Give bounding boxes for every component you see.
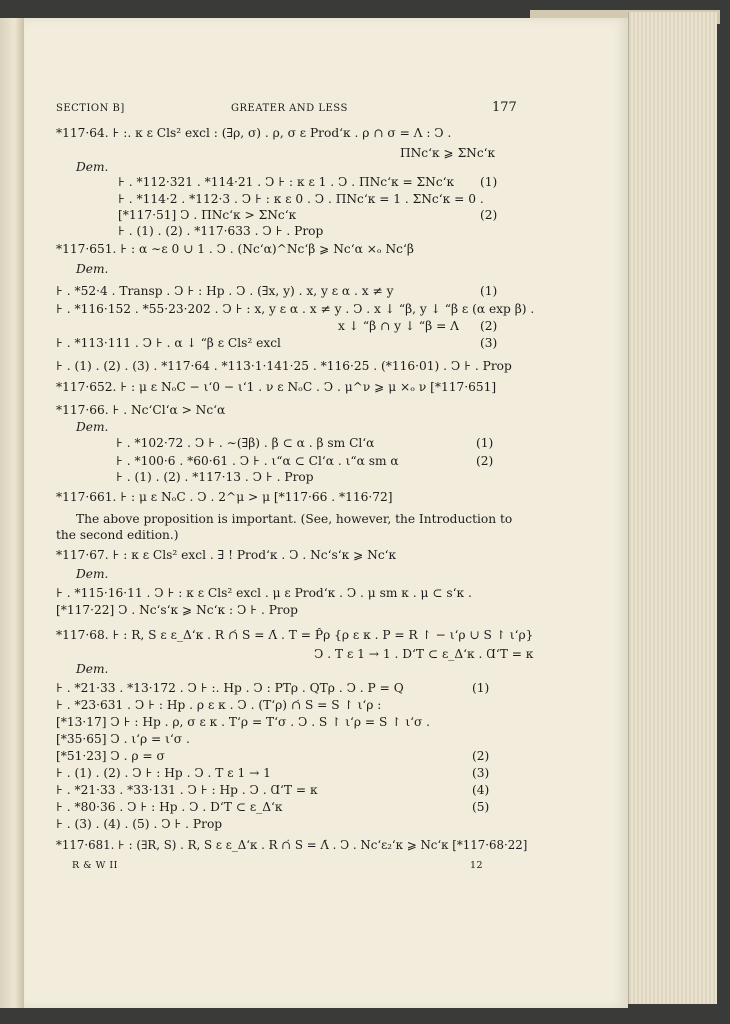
proof-line: [*13·17] Ↄ ⊦ : Hp . ρ, σ ε κ . T‘ρ = T‘σ . Ↄ . S ↾ ι‘ρ = S ↾ ι‘σ .: [56, 715, 431, 729]
step-number: (2): [476, 454, 494, 468]
facing-page-edge: [0, 18, 24, 1008]
proof-line: ⊦ . (1) . (2) . *117·13 . Ↄ ⊦ . Prop: [116, 470, 314, 484]
dem-label: Dem.: [76, 567, 109, 581]
proposition-117-651: *117·651. ⊦ : α ∼ε 0 ∪ 1 . Ↄ . (Nc‘α)^Nc‘β ⩾ Nc‘α ×ₒ Nc‘β: [56, 242, 414, 256]
conclusion-line: ΠNc‘κ ⩾ ΣNc‘κ: [400, 146, 496, 160]
proof-line: ⊦ . *80·36 . Ↄ ⊦ : Hp . Ↄ . D‘T ⊂ ε_Δ‘κ: [56, 800, 283, 814]
remark-text: the second edition.): [56, 528, 179, 542]
step-number: (1): [472, 681, 490, 695]
proof-line: [*117·22] Ↄ . Nc‘s‘κ ⩾ Nc‘κ : Ↄ ⊦ . Prop: [56, 603, 298, 617]
proposition-117-68: *117·68. ⊦ : R, S ε ε_Δ‘κ . R ∩̇ S = Λ̇ . T = P̂ρ {ρ ε κ . P = R ↾ − ι‘ρ ∪ S ↾ ι‘ρ}: [56, 628, 534, 642]
step-number: (2): [480, 319, 498, 333]
step-number: (5): [472, 800, 490, 814]
step-number: (3): [480, 336, 498, 350]
proposition-117-652: *117·652. ⊦ : μ ε NₒC − ι‘0 − ι‘1 . ν ε NₒC . Ↄ . μ^ν ⩾ μ ×ₒ ν [*117·651]: [56, 380, 497, 394]
page-number: 177: [492, 100, 517, 115]
proof-line: ⊦ . *113·111 . Ↄ ⊦ . α ↓ “β ε Cls² excl: [56, 336, 281, 350]
page-stack-edge: [628, 12, 717, 1004]
step-number: (2): [472, 749, 490, 763]
proposition-117-661: *117·661. ⊦ : μ ε NₒC . Ↄ . 2^μ > μ [*117·66 . *116·72]: [56, 490, 393, 504]
dem-label: Dem.: [76, 662, 109, 676]
step-number: (1): [480, 284, 498, 298]
proof-line: ⊦ . *52·4 . Transp . Ↄ ⊦ : Hp . Ↄ . (∃x, y) . x, y ε α . x ≠ y: [56, 284, 394, 298]
proof-line: ⊦ . *100·6 . *60·61 . Ↄ ⊦ . ι“α ⊂ Cl‘α . ι“α sm α: [116, 454, 399, 468]
dem-label: Dem.: [76, 420, 109, 434]
dem-label: Dem.: [76, 262, 109, 276]
proposition-117-67: *117·67. ⊦ : κ ε Cls² excl . ∃ ! Prod‘κ . Ↄ . Nc‘s‘κ ⩾ Nc‘κ: [56, 548, 397, 562]
sheet-number: 12: [470, 860, 484, 871]
proof-line: [*117·51] Ↄ . ΠNc‘κ > ΣNc‘κ: [118, 208, 297, 222]
remark-text: The above proposition is important. (See, however, the Introduction to: [76, 512, 513, 526]
step-number: (4): [472, 783, 490, 797]
proof-line: ⊦ . *23·631 . Ↄ ⊦ : Hp . ρ ε κ . Ↄ . (T‘ρ) ∩̇ S = S ↾ ι‘ρ :: [56, 698, 382, 712]
proof-line: ⊦ . (1) . (2) . Ↄ ⊦ : Hp . Ↄ . T ε 1 → 1: [56, 766, 271, 780]
step-number: (1): [480, 175, 498, 189]
proof-line: ⊦ . (1) . (2) . *117·633 . Ↄ ⊦ . Prop: [118, 224, 324, 238]
proof-line: [*51·23] Ↄ . ρ = σ: [56, 749, 165, 763]
proof-line: ⊦ . *112·321 . *114·21 . Ↄ ⊦ : κ ε 1 . Ↄ . ΠNc‘κ = ΣNc‘κ: [118, 175, 455, 189]
step-number: (3): [472, 766, 490, 780]
running-head-title: GREATER AND LESS: [231, 103, 348, 114]
dem-label: Dem.: [76, 160, 109, 174]
step-number: (2): [480, 208, 498, 222]
proof-line: ⊦ . (3) . (4) . (5) . Ↄ ⊦ . Prop: [56, 817, 223, 831]
signature-mark: R & W II: [72, 860, 118, 871]
proof-line: ⊦ . (1) . (2) . (3) . *117·64 . *113·1·141·25 . *116·25 . (*116·01) . Ↄ ⊦ . Prop: [56, 359, 512, 373]
proof-line: ⊦ . *102·72 . Ↄ ⊦ . ∼(∃β) . β ⊂ α . β sm Cl‘α: [116, 436, 375, 450]
proposition-117-66: *117·66. ⊦ . Nc‘Cl‘α > Nc‘α: [56, 403, 226, 417]
proof-line: [*35·65] Ↄ . ι‘ρ = ι‘σ .: [56, 732, 190, 746]
proposition-117-64: *117·64. ⊦ :. κ ε Cls² excl : (∃ρ, σ) . ρ, σ ε Prod‘κ . ρ ∩ σ = Λ : Ↄ .: [56, 126, 452, 140]
proof-line: ⊦ . *21·33 . *33·131 . Ↄ ⊦ : Hp . Ↄ . Ɑ‘T = κ: [56, 783, 318, 797]
running-head-section: SECTION B]: [56, 103, 125, 114]
proof-line: x ↓ “β ∩ y ↓ “β = Λ: [338, 319, 459, 333]
step-number: (1): [476, 436, 494, 450]
proposition-117-681: *117·681. ⊦ : (∃R, S) . R, S ε ε_Δ‘κ . R ∩̇ S = Λ̇ . Ↄ . Nc‘ε₂‘κ ⩾ Nc‘κ [*117·68·22]: [56, 838, 528, 852]
proof-line: ⊦ . *115·16·11 . Ↄ ⊦ : κ ε Cls² excl . μ ε Prod‘κ . Ↄ . μ sm κ . μ ⊂ s‘κ .: [56, 586, 472, 600]
proof-line: ⊦ . *114·2 . *112·3 . Ↄ ⊦ : κ ε 0 . Ↄ . ΠNc‘κ = 1 . ΣNc‘κ = 0 .: [118, 192, 484, 206]
conclusion-line: Ↄ . T ε 1 → 1 . D‘T ⊂ ε_Δ‘κ . Ɑ‘T = κ: [314, 647, 534, 661]
proof-line: ⊦ . *116·152 . *55·23·202 . Ↄ ⊦ : x, y ε α . x ≠ y . Ↄ . x ↓ “β, y ↓ “β ε (α exp β) .: [56, 302, 535, 316]
proof-line: ⊦ . *21·33 . *13·172 . Ↄ ⊦ :. Hp . Ↄ : PTρ . QTρ . Ↄ . P = Q: [56, 681, 404, 695]
